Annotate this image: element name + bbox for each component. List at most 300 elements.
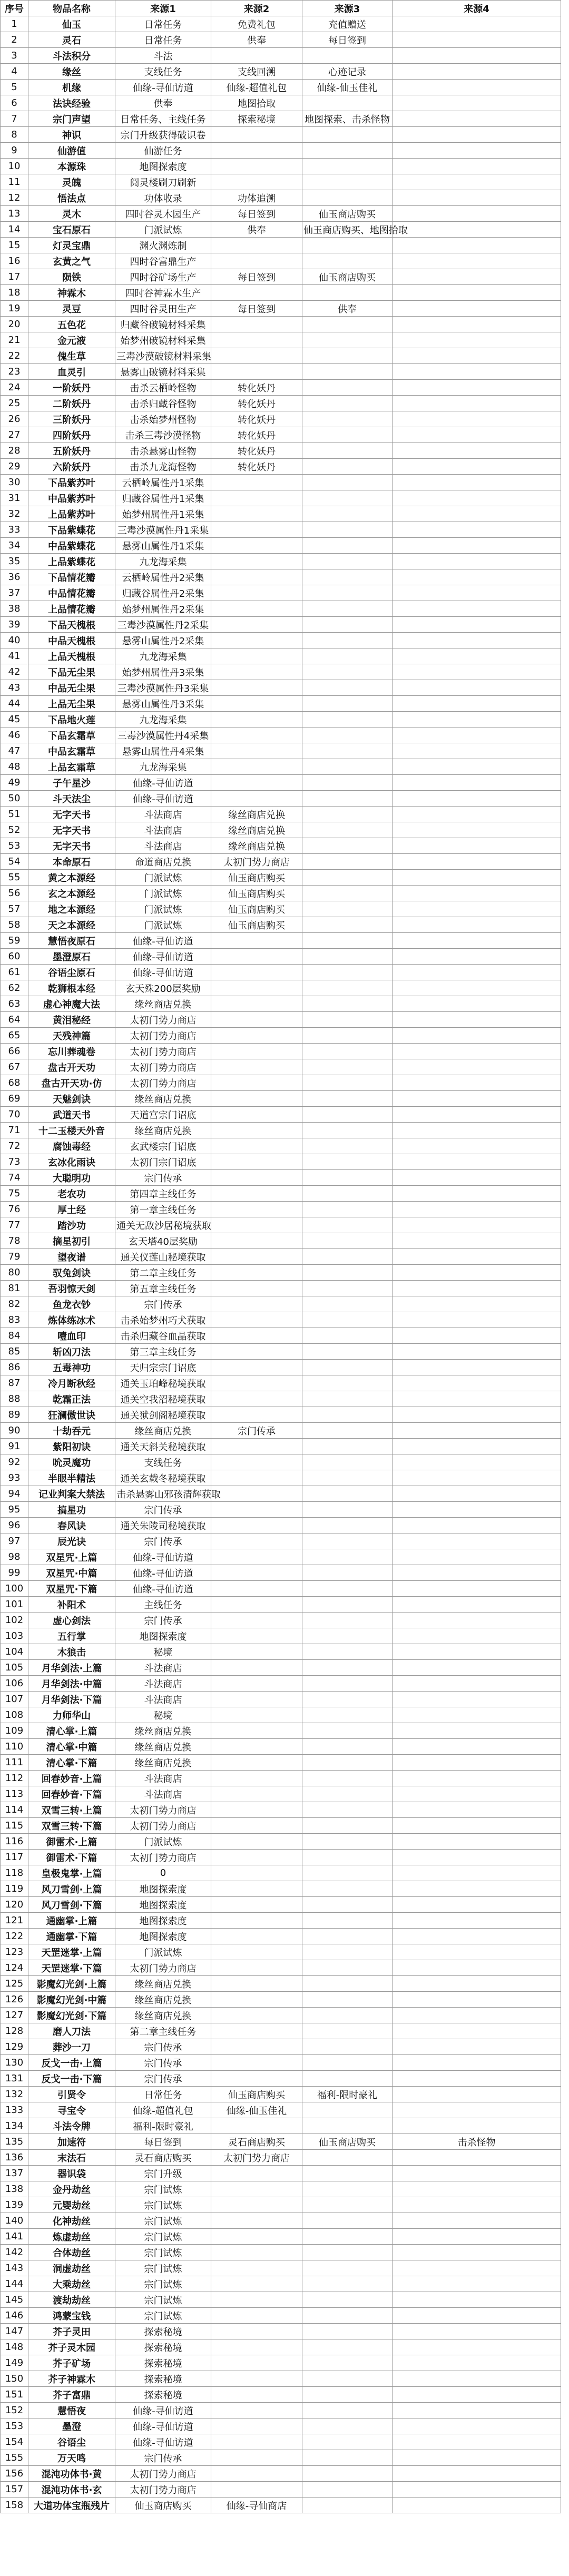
cell-source-2 — [211, 1533, 302, 1549]
cell-item-name: 加速符 — [28, 2134, 115, 2150]
cell-index: 49 — [1, 775, 28, 791]
cell-source-2: 仙玉商店购买 — [211, 901, 302, 917]
cell-index: 154 — [1, 2434, 28, 2450]
cell-source-3 — [302, 2245, 393, 2260]
cell-index: 19 — [1, 301, 28, 317]
cell-source-4 — [393, 2387, 561, 2403]
cell-source-4 — [393, 1454, 561, 1470]
cell-item-name: 四阶妖丹 — [28, 427, 115, 443]
cell-index: 50 — [1, 791, 28, 807]
cell-source-4 — [393, 2229, 561, 2245]
cell-source-2 — [211, 2181, 302, 2197]
table-row — [1, 538, 561, 554]
cell-source-4 — [393, 759, 561, 775]
cell-item-name: 皇极鬼掌·上篇 — [28, 1865, 115, 1881]
cell-source-2 — [211, 1312, 302, 1328]
cell-source-1: 仙缘-寻仙访道 — [115, 1549, 211, 1565]
table-row — [1, 95, 561, 111]
cell-source-2 — [211, 664, 302, 680]
cell-source-1: 天道宫宗门诏底 — [115, 1107, 211, 1123]
cell-index: 128 — [1, 2023, 28, 2039]
cell-source-1: 通关天斜关秘境获取 — [115, 1439, 211, 1454]
cell-source-4 — [393, 1723, 561, 1739]
cell-source-1: 门派试炼 — [115, 917, 211, 933]
cell-source-4 — [393, 917, 561, 933]
cell-source-1: 功体收录 — [115, 190, 211, 206]
cell-source-2 — [211, 1454, 302, 1470]
cell-source-3 — [302, 1739, 393, 1755]
cell-source-1: 击杀归藏谷血晶获取 — [115, 1328, 211, 1344]
cell-source-4 — [393, 490, 561, 506]
cell-source-3 — [302, 1676, 393, 1692]
table-row — [1, 1265, 561, 1281]
cell-source-3 — [302, 727, 393, 743]
table-row — [1, 1865, 561, 1881]
cell-source-2 — [211, 48, 302, 64]
cell-source-2: 太初门势力商店 — [211, 854, 302, 870]
cell-source-1: 太初门势力商店 — [115, 1850, 211, 1865]
cell-source-2 — [211, 648, 302, 664]
cell-source-4 — [393, 933, 561, 949]
cell-source-4 — [393, 1154, 561, 1170]
table-row — [1, 332, 561, 348]
cell-source-4 — [393, 1249, 561, 1265]
cell-source-3 — [302, 1660, 393, 1676]
cell-index: 89 — [1, 1407, 28, 1423]
cell-source-4 — [393, 1850, 561, 1865]
cell-index: 142 — [1, 2245, 28, 2260]
table-row — [1, 1202, 561, 1217]
cell-source-2 — [211, 348, 302, 364]
cell-source-2 — [211, 980, 302, 996]
cell-item-name: 本命原石 — [28, 854, 115, 870]
cell-source-1: 四时谷灵木园生产 — [115, 206, 211, 222]
table-row — [1, 190, 561, 206]
cell-source-3 — [302, 1692, 393, 1707]
cell-item-name: 黄泪秘经 — [28, 1012, 115, 1028]
cell-item-name: 器识袋 — [28, 2166, 115, 2181]
table-row — [1, 554, 561, 569]
cell-index: 133 — [1, 2102, 28, 2118]
cell-source-3 — [302, 1613, 393, 1628]
cell-source-3 — [302, 1518, 393, 1533]
cell-source-2 — [211, 238, 302, 253]
table-row — [1, 1249, 561, 1265]
cell-index: 37 — [1, 585, 28, 601]
table-row — [1, 364, 561, 380]
cell-source-4 — [393, 1960, 561, 1976]
cell-source-1: 击杀三毒沙漠怪物 — [115, 427, 211, 443]
table-row — [1, 159, 561, 174]
table-row — [1, 1107, 561, 1123]
table-row — [1, 743, 561, 759]
cell-source-4 — [393, 1771, 561, 1786]
table-row — [1, 269, 561, 285]
cell-source-2: 仙缘-寻仙商店 — [211, 2498, 302, 2513]
cell-source-4 — [393, 2118, 561, 2134]
cell-item-name: 虚心神魔大法 — [28, 996, 115, 1012]
cell-source-2 — [211, 2260, 302, 2276]
cell-source-4 — [393, 2150, 561, 2166]
cell-item-name: 上品玄霜草 — [28, 759, 115, 775]
cell-source-3 — [302, 933, 393, 949]
table-row — [1, 1913, 561, 1929]
cell-source-3 — [302, 1786, 393, 1802]
cell-item-name: 悟法点 — [28, 190, 115, 206]
cell-source-1: 仙缘-寻仙访道 — [115, 1581, 211, 1597]
cell-source-2 — [211, 775, 302, 791]
cell-index: 32 — [1, 506, 28, 522]
cell-source-4 — [393, 1929, 561, 1944]
cell-source-1: 0 — [115, 1865, 211, 1881]
cell-source-1: 宗门试炼 — [115, 2292, 211, 2308]
cell-index: 26 — [1, 411, 28, 427]
cell-source-3 — [302, 2308, 393, 2324]
cell-source-3 — [302, 48, 393, 64]
cell-source-4 — [393, 1281, 561, 1296]
cell-source-4: 击杀怪物 — [393, 2134, 561, 2150]
cell-index: 136 — [1, 2150, 28, 2166]
table-row — [1, 712, 561, 727]
cell-source-1: 门派试炼 — [115, 1834, 211, 1850]
cell-item-name: 紫阳初诀 — [28, 1439, 115, 1454]
cell-item-name: 双星咒·上篇 — [28, 1549, 115, 1565]
cell-item-name: 上品紫苏叶 — [28, 506, 115, 522]
cell-item-name: 混沌功体书·玄 — [28, 2482, 115, 2498]
cell-source-2: 缘丝商店兑换 — [211, 838, 302, 854]
cell-source-2 — [211, 1565, 302, 1581]
cell-source-1: 探索秘境 — [115, 2339, 211, 2355]
cell-index: 156 — [1, 2466, 28, 2482]
cell-source-4 — [393, 1028, 561, 1044]
cell-item-name: 灯灵宝鼎 — [28, 238, 115, 253]
cell-source-1: 通关玉珀峰秘境获取 — [115, 1375, 211, 1391]
cell-source-3 — [302, 2418, 393, 2434]
cell-source-2: 灵石商店购买 — [211, 2134, 302, 2150]
cell-source-4 — [393, 48, 561, 64]
cell-source-1: 地图探索度 — [115, 1881, 211, 1897]
cell-source-3 — [302, 1992, 393, 2008]
table-row — [1, 490, 561, 506]
cell-source-2: 免费礼包 — [211, 16, 302, 32]
cell-index: 45 — [1, 712, 28, 727]
cell-source-2 — [211, 1281, 302, 1296]
cell-item-name: 上品情花瓣 — [28, 601, 115, 617]
cell-item-name: 傀生草 — [28, 348, 115, 364]
cell-source-3 — [302, 1407, 393, 1423]
cell-item-name: 地之本源经 — [28, 901, 115, 917]
cell-source-1: 第四章主线任务 — [115, 1186, 211, 1202]
cell-source-2 — [211, 1123, 302, 1138]
table-row — [1, 1312, 561, 1328]
cell-source-1: 主线任务 — [115, 1597, 211, 1613]
cell-source-3 — [302, 980, 393, 996]
cell-source-2: 仙玉商店购买 — [211, 917, 302, 933]
table-row — [1, 601, 561, 617]
cell-index: 51 — [1, 807, 28, 822]
table-row — [1, 1439, 561, 1454]
cell-source-4 — [393, 870, 561, 886]
cell-source-2 — [211, 1755, 302, 1771]
cell-source-4 — [393, 1834, 561, 1850]
table-row — [1, 2434, 561, 2450]
cell-source-3 — [302, 870, 393, 886]
table-row — [1, 1091, 561, 1107]
cell-source-3: 仙玉商店购买 — [302, 269, 393, 285]
cell-source-1: 灵石商店购买 — [115, 2150, 211, 2166]
cell-source-2: 支线回溯 — [211, 64, 302, 80]
cell-index: 62 — [1, 980, 28, 996]
cell-item-name: 清心掌·下篇 — [28, 1755, 115, 1771]
cell-source-3 — [302, 2387, 393, 2403]
cell-index: 12 — [1, 190, 28, 206]
cell-index: 1 — [1, 16, 28, 32]
cell-source-4 — [393, 585, 561, 601]
cell-source-3 — [302, 285, 393, 301]
cell-item-name: 中品无尘果 — [28, 680, 115, 696]
cell-index: 63 — [1, 996, 28, 1012]
cell-index: 118 — [1, 1865, 28, 1881]
cell-index: 80 — [1, 1265, 28, 1281]
cell-source-3: 供奉 — [302, 301, 393, 317]
cell-source-4 — [393, 1660, 561, 1676]
table-row — [1, 917, 561, 933]
cell-source-4 — [393, 2339, 561, 2355]
cell-item-name: 五行掌 — [28, 1628, 115, 1644]
cell-source-4 — [393, 475, 561, 490]
cell-index: 81 — [1, 1281, 28, 1296]
cell-source-2 — [211, 1771, 302, 1786]
cell-source-1: 仙缘-寻仙访道 — [115, 2418, 211, 2434]
cell-source-1: 仙缘-寻仙访道 — [115, 949, 211, 965]
cell-source-1: 通关仪莲山秘境获取 — [115, 1249, 211, 1265]
table-body — [1, 16, 561, 2513]
cell-source-3 — [302, 380, 393, 396]
cell-index: 130 — [1, 2055, 28, 2071]
cell-source-4 — [393, 775, 561, 791]
cell-source-1: 太初门势力商店 — [115, 1960, 211, 1976]
cell-item-name: 磨人刀法 — [28, 2023, 115, 2039]
table-row — [1, 1470, 561, 1486]
table-row — [1, 1660, 561, 1676]
cell-item-name: 御雷术·下篇 — [28, 1850, 115, 1865]
cell-source-4 — [393, 696, 561, 712]
cell-source-2 — [211, 1786, 302, 1802]
cell-source-4 — [393, 222, 561, 238]
cell-index: 30 — [1, 475, 28, 490]
cell-index: 97 — [1, 1533, 28, 1549]
cell-index: 119 — [1, 1881, 28, 1897]
cell-source-1: 仙缘-寻仙访道 — [115, 965, 211, 980]
cell-index: 124 — [1, 1960, 28, 1976]
cell-source-3 — [302, 1328, 393, 1344]
table-row — [1, 1755, 561, 1771]
cell-source-1: 击杀归藏谷怪物 — [115, 396, 211, 411]
table-row — [1, 1549, 561, 1565]
cell-source-3 — [302, 2197, 393, 2213]
cell-source-2 — [211, 364, 302, 380]
cell-source-4 — [393, 1944, 561, 1960]
cell-index: 147 — [1, 2324, 28, 2339]
cell-source-1: 九龙海采集 — [115, 554, 211, 569]
cell-source-4 — [393, 1123, 561, 1138]
cell-source-2 — [211, 2434, 302, 2450]
table-row — [1, 696, 561, 712]
cell-item-name: 斩凶刀法 — [28, 1344, 115, 1360]
cell-source-2: 缘丝商店兑换 — [211, 807, 302, 822]
table-row — [1, 664, 561, 680]
cell-source-4 — [393, 1423, 561, 1439]
cell-source-2: 功体追溯 — [211, 190, 302, 206]
cell-index: 96 — [1, 1518, 28, 1533]
cell-source-3: 每日签到 — [302, 32, 393, 48]
cell-source-1: 斗法商店 — [115, 838, 211, 854]
cell-source-3 — [302, 2260, 393, 2276]
table-row — [1, 1328, 561, 1344]
cell-source-2: 地图拾取 — [211, 95, 302, 111]
cell-source-3 — [302, 427, 393, 443]
cell-source-3 — [302, 1850, 393, 1865]
cell-source-3 — [302, 1217, 393, 1233]
cell-source-2 — [211, 1265, 302, 1281]
cell-source-4 — [393, 238, 561, 253]
table-row — [1, 522, 561, 538]
cell-source-1: 归藏谷破镜材料采集 — [115, 317, 211, 332]
table-row — [1, 854, 561, 870]
cell-item-name: 记业判案大禁法 — [28, 1486, 115, 1502]
cell-source-1: 门派试炼 — [115, 222, 211, 238]
table-row — [1, 1486, 561, 1502]
cell-source-1: 太初门宗门诏底 — [115, 1154, 211, 1170]
cell-source-2 — [211, 2213, 302, 2229]
cell-source-1: 缘丝商店兑换 — [115, 1723, 211, 1739]
cell-item-name: 木狼击 — [28, 1644, 115, 1660]
table-row — [1, 174, 561, 190]
table-row — [1, 1138, 561, 1154]
cell-source-2 — [211, 680, 302, 696]
cell-source-2 — [211, 696, 302, 712]
cell-index: 24 — [1, 380, 28, 396]
cell-source-3 — [302, 1012, 393, 1028]
cell-source-2 — [211, 1375, 302, 1391]
cell-item-name: 机缘 — [28, 80, 115, 95]
cell-source-1: 缘丝商店兑换 — [115, 1123, 211, 1138]
cell-index: 67 — [1, 1059, 28, 1075]
cell-index: 13 — [1, 206, 28, 222]
cell-index: 52 — [1, 822, 28, 838]
cell-source-3 — [302, 2213, 393, 2229]
cell-item-name: 御雷术·上篇 — [28, 1834, 115, 1850]
cell-item-name: 盘古开天功·仿 — [28, 1075, 115, 1091]
cell-item-name: 洞虚劫丝 — [28, 2260, 115, 2276]
table-row — [1, 2292, 561, 2308]
cell-source-4 — [393, 127, 561, 143]
cell-source-2 — [211, 1644, 302, 1660]
cell-source-3 — [302, 901, 393, 917]
cell-source-4 — [393, 2434, 561, 2450]
cell-source-4 — [393, 2324, 561, 2339]
cell-source-2 — [211, 933, 302, 949]
table-row — [1, 80, 561, 95]
cell-source-3 — [302, 2403, 393, 2418]
cell-index: 104 — [1, 1644, 28, 1660]
cell-item-name: 下品紫苏叶 — [28, 475, 115, 490]
cell-source-3 — [302, 238, 393, 253]
cell-index: 72 — [1, 1138, 28, 1154]
table-row — [1, 111, 561, 127]
cell-item-name: 十二玉楼天外音 — [28, 1123, 115, 1138]
cell-source-4 — [393, 2450, 561, 2466]
cell-source-2 — [211, 2324, 302, 2339]
cell-source-4 — [393, 1407, 561, 1423]
cell-source-4 — [393, 1533, 561, 1549]
cell-source-3 — [302, 506, 393, 522]
cell-source-1: 宗门试炼 — [115, 2181, 211, 2197]
cell-source-2 — [211, 2023, 302, 2039]
cell-source-3 — [302, 696, 393, 712]
cell-index: 54 — [1, 854, 28, 870]
cell-source-1: 三毒沙漠属性丹4采集 — [115, 727, 211, 743]
cell-source-1: 始梦州属性丹3采集 — [115, 664, 211, 680]
cell-source-4 — [393, 1644, 561, 1660]
cell-source-1: 第三章主线任务 — [115, 1344, 211, 1360]
cell-index: 105 — [1, 1660, 28, 1676]
cell-source-1: 缘丝商店兑换 — [115, 1755, 211, 1771]
cell-source-3 — [302, 648, 393, 664]
cell-source-3 — [302, 1502, 393, 1518]
cell-item-name: 踏沙功 — [28, 1217, 115, 1233]
cell-source-2 — [211, 1802, 302, 1818]
cell-source-3 — [302, 2150, 393, 2166]
cell-source-1: 斗法商店 — [115, 1786, 211, 1802]
cell-source-2 — [211, 743, 302, 759]
cell-index: 132 — [1, 2087, 28, 2102]
cell-index: 150 — [1, 2371, 28, 2387]
cell-source-4 — [393, 980, 561, 996]
cell-source-3 — [302, 1755, 393, 1771]
cell-index: 64 — [1, 1012, 28, 1028]
cell-index: 107 — [1, 1692, 28, 1707]
cell-source-4 — [393, 1802, 561, 1818]
cell-source-1: 日常任务 — [115, 16, 211, 32]
cell-source-1: 地图探索度 — [115, 159, 211, 174]
cell-source-2 — [211, 759, 302, 775]
cell-source-4 — [393, 1676, 561, 1692]
cell-source-1: 归藏谷属性丹2采集 — [115, 585, 211, 601]
table-row — [1, 1944, 561, 1960]
table-row — [1, 2134, 561, 2150]
cell-source-4 — [393, 1865, 561, 1881]
cell-source-3 — [302, 1375, 393, 1391]
cell-source-2 — [211, 1138, 302, 1154]
cell-source-3 — [302, 190, 393, 206]
table-row — [1, 1850, 561, 1865]
cell-item-name: 下品紫蝶花 — [28, 522, 115, 538]
table-row — [1, 1771, 561, 1786]
cell-item-name: 末法石 — [28, 2150, 115, 2166]
cell-item-name: 双雪三转·下篇 — [28, 1818, 115, 1834]
cell-source-2 — [211, 1391, 302, 1407]
cell-source-2 — [211, 2276, 302, 2292]
cell-source-1: 通关狱剑阁秘境获取 — [115, 1407, 211, 1423]
cell-source-2: 转化妖丹 — [211, 411, 302, 427]
cell-source-3 — [302, 633, 393, 648]
cell-source-3: 仙玉商店购买 — [302, 206, 393, 222]
cell-source-4 — [393, 791, 561, 807]
table-row — [1, 2008, 561, 2023]
cell-item-name: 上品无尘果 — [28, 696, 115, 712]
cell-source-4 — [393, 2181, 561, 2197]
